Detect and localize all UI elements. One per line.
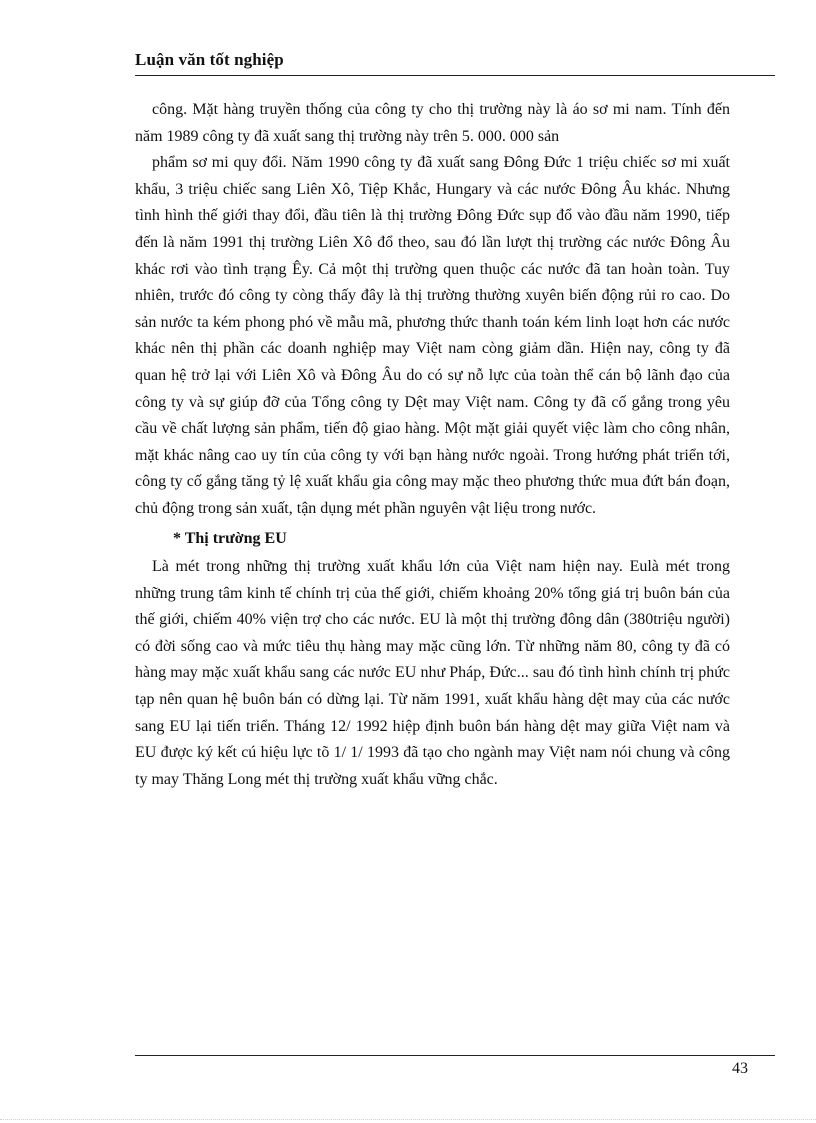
footer-divider [135,1055,775,1056]
body-paragraph: phẩm sơ mi quy đổi. Năm 1990 công ty đã xuất sang Đông Đức 1 triệu chiếc sơ mi xuất khẩu, 3 triệu chiếc sang Liên Xô, Tiệp Khắc, Hungary và các nước Đông Âu khác. Nhưng tình hình thế giới thay đổi, đầu tiên là thị trường Đông Đức sụp đổ vào đầu năm 1990, tiếp đến là năm 1991 thị trường Liên Xô đổ theo, sau đó lần lượt thị trường các nước Đông Âu khác rơi vào tình trạng Êy. Cả một thị trường quen thuộc các nước đã tan hoàn toàn. Tuy nhiên, trước đó công ty còng thấy đây là thị trường thường xuyên biến động rủi ro cao. Do sản nước ta kém phong phó về mẫu mã, phương thức thanh toán kém linh loạt hơn các nước khác nên thị phần các doanh nghiệp may Việt nam còng giảm dần. Hiện nay, công ty đã quan hệ trở lại với Liên Xô và Đông Âu do có sự nỗ lực của toàn thể cán bộ lãnh đạo của công ty và sự giúp đỡ của Tổng công ty Dệt may Việt nam. Công ty đã cố gắng trong yêu cầu về chất lượng sản phẩm, tiến độ giao hàng. Một mặt giải quyết việc làm cho công nhân, mặt khác nâng cao uy tín của công ty với bạn hàng nước ngoài. Trong hướng phát triển tới, công ty cố gắng tăng tỷ lệ xuất khẩu gia công may mặc theo phương thức mua đứt bán đoạn, chủ động trong sản xuất, tận dụng mét phần nguyên vật liệu trong nước. [135,154,730,517]
page-header [135,48,775,72]
body-paragraph: công. Mặt hàng truyền thống của công ty cho thị trường này là áo sơ mi nam. Tính đến năm 1989 công ty đã xuất sang thị trường này trên 5. 000. 000 sản [135,101,730,145]
header-divider [135,75,775,76]
page-number: 43 [732,1060,748,1077]
page-bottom-border [0,1119,816,1120]
document-body [135,97,730,793]
running-header-title: Luận văn tốt nghiệp [135,50,284,69]
body-paragraph: Là mét trong những thị trường xuất khẩu lớn của Việt nam hiện nay. Eulà mét trong những trung tâm kinh tế chính trị của thế giới, chiếm khoảng 20% tổng giá trị buôn bán của thế giới, chiếm 40% viện trợ cho các nước. EU là một thị trường đông dân (380triệu người) có đời sống cao và mức tiêu thụ hàng may mặc cũng lớn. Từ những năm 80, công ty đã có hàng may mặc xuất khẩu sang các nước EU như Pháp, Đức... sau đó tình hình chính trị phức tạp nên quan hệ buôn bán có dừng lại. Từ năm 1991, xuất khẩu hàng dệt may của các nước sang EU lại tiến triển. Tháng 12/ 1992 hiệp định buôn bán hàng dệt may giữa Việt nam và EU được ký kết cú hiệu lực tõ 1/ 1/ 1993 đã tạo cho ngành may Việt nam nói chung và công ty may Thăng Long mét thị trường xuất khẩu vững chắc. [135,558,730,788]
section-heading: * Thị trường EU [173,529,287,547]
